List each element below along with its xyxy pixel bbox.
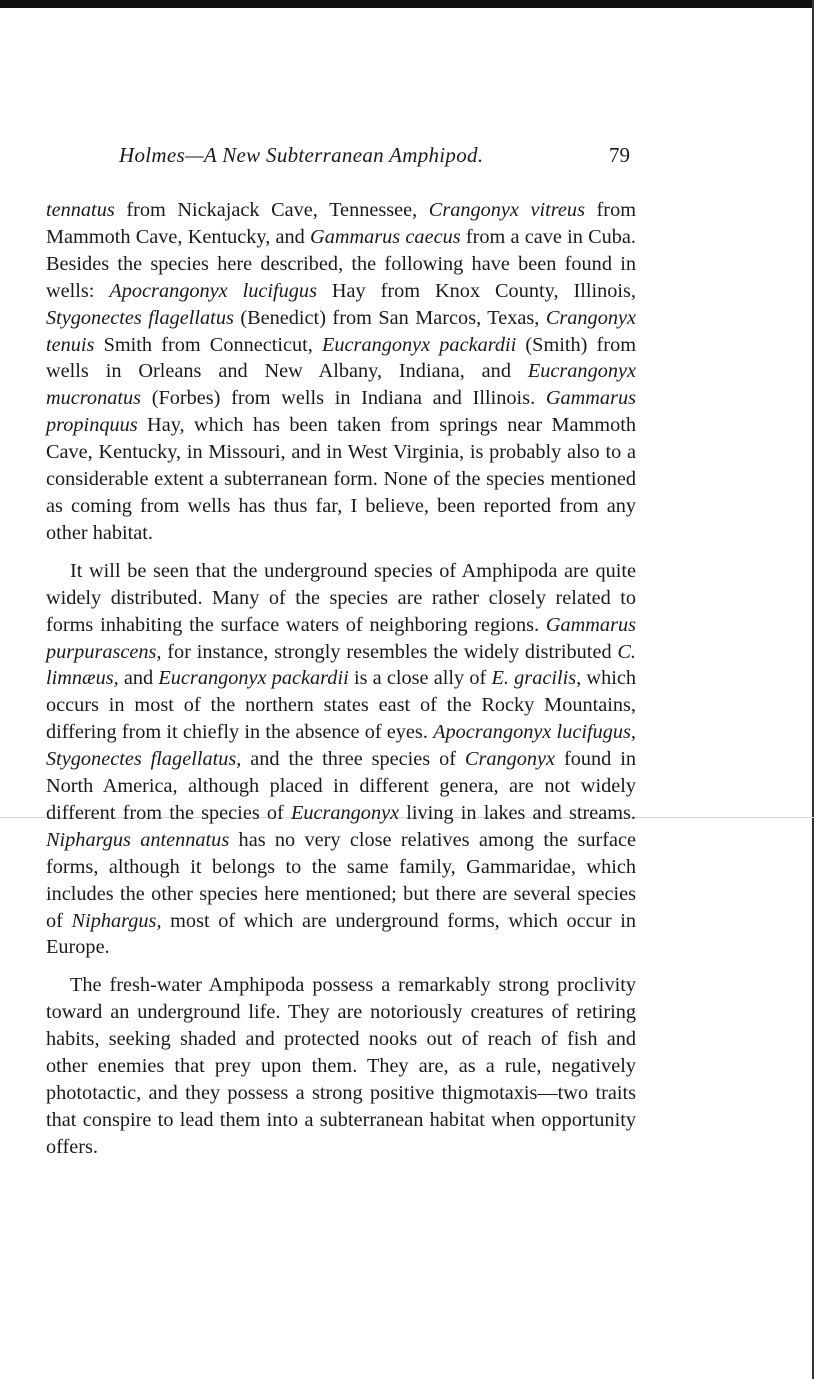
italic-species-name: Crangonyx tenuis bbox=[46, 306, 636, 356]
text-run: found in North America, although placed in different genera, are not widely different from the species of bbox=[46, 748, 636, 824]
italic-species-name: Niphargus antennatus bbox=[46, 828, 230, 851]
italic-species-name: Eucrangonyx packardii bbox=[158, 667, 349, 690]
paragraph bbox=[46, 972, 636, 1160]
text-run: from a cave in Cuba. Besides the species here described, the following have been found in wells: bbox=[46, 225, 636, 302]
text-run: Hay, which has been taken from springs near Mammoth Cave, Kentucky, in Missouri, and in West Virginia, is probably also to a considerable extent a subterranean form. None of the species mentioned as coming from wells has thus far, I believe, been reported from any other habitat. bbox=[46, 414, 636, 544]
text-run: from Nickajack Cave, Tennessee, bbox=[114, 199, 429, 221]
running-head bbox=[46, 143, 636, 173]
running-title: Holmes—A New Subterranean Amphipod. bbox=[119, 143, 484, 167]
italic-species-name: Eucrangonyx packardii bbox=[322, 333, 517, 356]
italic-species-name: E. gracilis, bbox=[491, 667, 582, 690]
body-text bbox=[46, 197, 636, 1172]
text-run: Hay from Knox County, Illinois, bbox=[316, 279, 636, 302]
italic-species-name: Apocrangonyx lucifugus bbox=[109, 279, 317, 302]
italic-species-name: Gammarus purpurascens, bbox=[46, 613, 636, 663]
text-run: The fresh-water Amphipoda possess a remarkably strong proclivity toward an underground life. They are notoriously creatures of retiring habits, seeking shaded and protected nooks out of reach of fish and other enemies that prey upon them. They are, as a rule, negatively phototactic, and they possess a strong positive thigmotaxis—two traits that conspire to lead them into a subterranean habitat when opportunity offers. bbox=[46, 974, 636, 1158]
text-run: and the three species of bbox=[241, 748, 465, 771]
italic-species-name: Crangonyx bbox=[464, 748, 556, 771]
italic-species-name: Stygonectes flagellatus bbox=[46, 306, 234, 329]
italic-species-name: Apocrangonyx lucifugus, Stygonectes flagellatus, bbox=[46, 721, 636, 771]
italic-species-name: Niphargus, bbox=[71, 909, 162, 932]
italic-species-name: Gammarus caecus bbox=[310, 225, 461, 248]
text-run: (Forbes) from wells in Indiana and Illinois. bbox=[141, 387, 546, 410]
text-run: from Mammoth Cave, Kentucky, and bbox=[46, 199, 636, 248]
text-run: has no very close relatives among the surface forms, although it belongs to the same family, Gammaridae, which includes the other species here mentioned; but there are several species of bbox=[46, 828, 636, 932]
text-run: which occurs in most of the northern states east of the Rocky Mountains, differing from it chiefly in the absence of eyes. bbox=[46, 667, 636, 744]
text-run: most of which are underground forms, which occur in Europe. bbox=[46, 909, 637, 959]
page-number: 79 bbox=[609, 143, 630, 167]
text-run: (Smith) from wells in Orleans and New Albany, Indiana, and bbox=[46, 333, 636, 383]
italic-species-name: Gammarus propinquus bbox=[46, 387, 636, 437]
paragraph bbox=[46, 197, 636, 547]
text-run: living in lakes and streams. bbox=[399, 801, 637, 824]
text-run: (Benedict) from San Marcos, Texas, bbox=[233, 306, 546, 329]
paragraph bbox=[46, 558, 636, 962]
italic-species-name: Eucrangonyx bbox=[290, 801, 400, 824]
text-run: for instance, strongly resembles the widely distributed bbox=[161, 640, 618, 663]
text-run: It will be seen that the underground species of Amphipoda are quite widely distributed. Many of the species are rather closely related to forms inhabiting the surface waters of neighboring regions. bbox=[46, 559, 636, 636]
italic-species-name: C. limnæus, bbox=[46, 640, 636, 690]
page-top-edge bbox=[0, 0, 814, 8]
text-run: and bbox=[118, 667, 159, 690]
italic-species-name: Crangonyx vitreus bbox=[428, 199, 585, 221]
text-run: Smith from Connecticut, bbox=[94, 333, 323, 356]
italic-species-name: Eucrangonyx mucronatus bbox=[46, 360, 636, 410]
text-run: is a close ally of bbox=[348, 667, 492, 690]
italic-species-name: tennatus bbox=[46, 199, 115, 221]
